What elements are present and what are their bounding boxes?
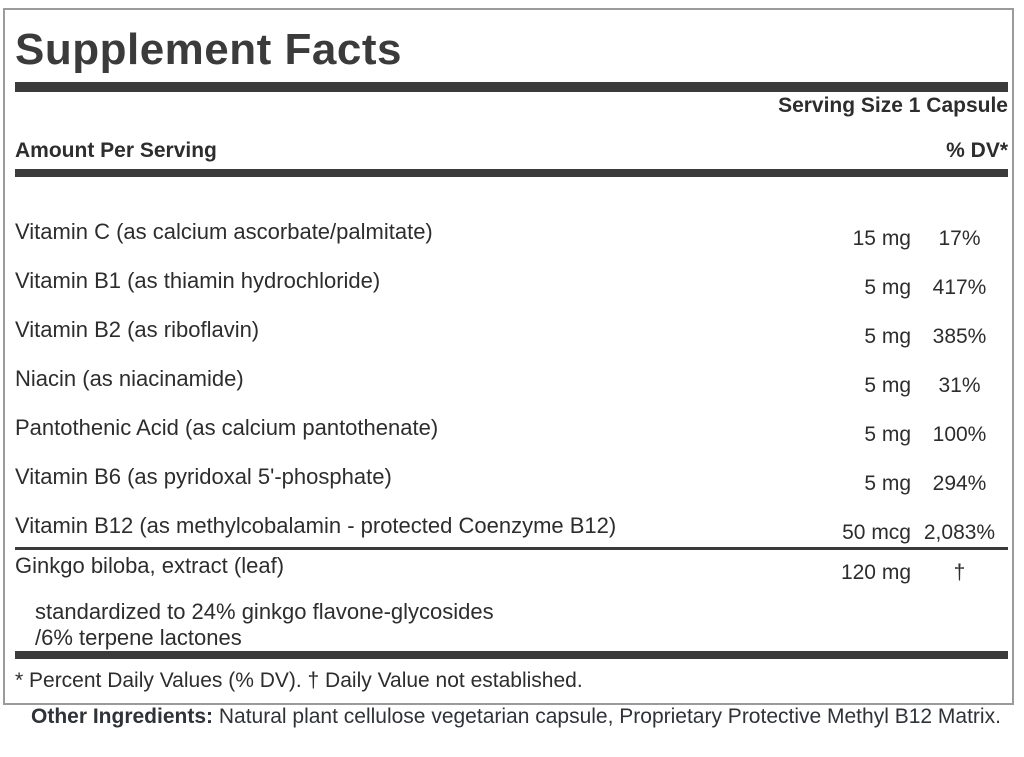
- table-row: [15, 513, 1008, 546]
- row-dv: 385%: [932, 325, 987, 348]
- percent-dv-header: % DV*: [946, 139, 1008, 162]
- table-row: [15, 317, 1008, 350]
- footnote: * Percent Daily Values (% DV). † Daily Value not established.: [15, 669, 583, 692]
- row-amount: 5 mg: [864, 276, 911, 299]
- facts-table: [15, 219, 1008, 651]
- row-amount: 15 mg: [852, 227, 911, 250]
- row-label: Ginkgo biloba, extract (leaf): [15, 553, 285, 578]
- table-row: [15, 464, 1008, 497]
- row-label: Pantothenic Acid (as calcium pantothenate): [15, 415, 439, 440]
- row-amount: 5 mg: [864, 325, 911, 348]
- row-amount: 5 mg: [864, 423, 911, 446]
- column-headers: [15, 138, 1008, 164]
- row-label: Vitamin C (as calcium ascorbate/palmitate): [15, 219, 433, 244]
- header-rule: [15, 169, 1008, 177]
- panel-title: Supplement Facts: [15, 25, 402, 74]
- row-dv: †: [953, 561, 966, 584]
- row-amount: 120 mg: [840, 561, 911, 584]
- row-dv: 294%: [932, 472, 987, 495]
- table-row: [15, 366, 1008, 399]
- note-line: /6% terpene lactones: [35, 625, 242, 650]
- row-dv: 31%: [938, 374, 981, 397]
- other-ingredients-label: Other Ingredients:: [31, 705, 214, 728]
- table-row: [15, 415, 1008, 448]
- table-row: [15, 219, 1008, 252]
- row-dv: 2,083%: [923, 521, 996, 544]
- footnote-rule: [15, 651, 1008, 659]
- section-rule: [15, 547, 1008, 550]
- row-label: Vitamin B1 (as thiamin hydrochloride): [15, 268, 381, 293]
- supplement-facts-panel: [3, 8, 1014, 705]
- note-line: standardized to 24% ginkgo flavone-glycosides: [35, 599, 494, 624]
- row-dv: 100%: [932, 423, 987, 446]
- row-amount: 50 mcg: [842, 521, 911, 544]
- amount-per-serving-header: Amount Per Serving: [15, 139, 217, 162]
- other-ingredients-text: Natural plant cellulose vegetarian capsule, Proprietary Protective Methyl B12 Matrix.: [213, 705, 1001, 728]
- row-amount: 5 mg: [864, 374, 911, 397]
- ginkgo-standardization-note: [35, 599, 635, 651]
- row-dv: 17%: [938, 227, 981, 250]
- table-row: [15, 268, 1008, 301]
- row-label: Vitamin B12 (as methylcobalamin - protected Coenzyme B12): [15, 513, 617, 538]
- row-label: Vitamin B2 (as riboflavin): [15, 317, 260, 342]
- table-row: [15, 553, 1008, 586]
- row-label: Niacin (as niacinamide): [15, 366, 244, 391]
- serving-size: Serving Size 1 Capsule: [778, 94, 1008, 117]
- title-rule: [15, 82, 1008, 92]
- row-label: Vitamin B6 (as pyridoxal 5'-phosphate): [15, 464, 392, 489]
- row-amount: 5 mg: [864, 472, 911, 495]
- other-ingredients: [31, 700, 1006, 733]
- row-dv: 417%: [932, 276, 987, 299]
